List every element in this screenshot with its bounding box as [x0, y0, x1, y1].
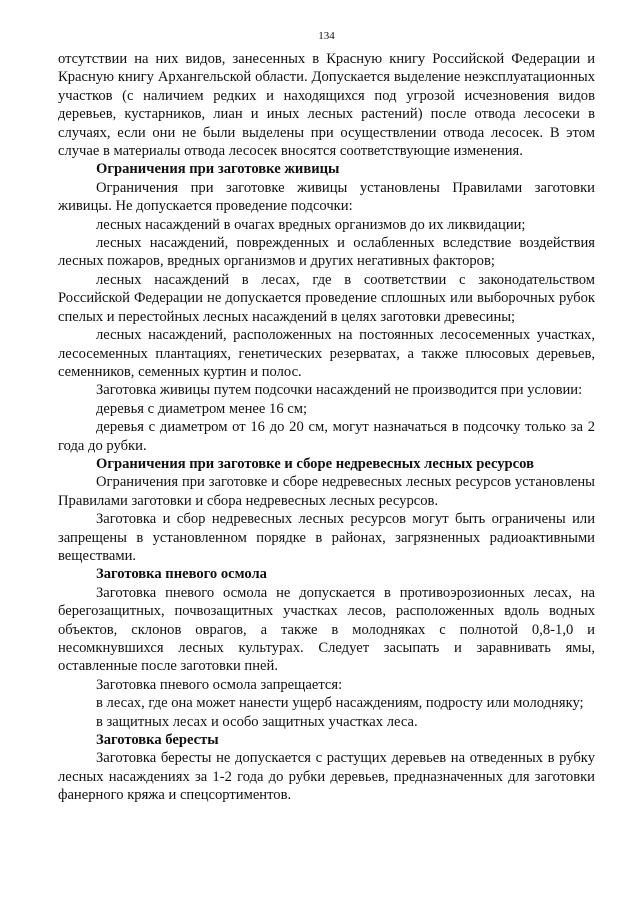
section-heading: Заготовка пневого осмола [96, 566, 267, 583]
page-number: 134 [318, 30, 335, 42]
list-item: в защитных лесах и особо защитных участках леса. [96, 713, 418, 730]
paragraph: Заготовка пневого осмола не допускается в противоэрозионных лесах, на берегозащитных, почвозащитных участках лесов, расположенных вдоль водных объектов, склонов оврагов, а также в молодняках с полнотой 0,8-1,0 и несомкнувшихся лесных культурах. Следует засыпать и заравнивать ямы, оставленные после заготовки пней. [58, 584, 595, 675]
paragraph: Заготовка и сбор недревесных лесных ресурсов могут быть ограничены или запрещены в установленном порядке в районах, загрязненных радиоактивными веществами. [58, 511, 595, 564]
document-body [58, 50, 595, 805]
list-item: деревья с диаметром менее 16 см; [96, 400, 308, 417]
paragraph: Ограничения при заготовке и сборе недревесных лесных ресурсов установлены Правилами заготовки и сбора недревесных лесных ресурсов. [58, 474, 595, 509]
section-heading: Заготовка бересты [96, 732, 219, 749]
paragraph: Заготовка пневого осмола запрещается: [96, 676, 343, 693]
list-item: в лесах, где она может нанести ущерб насаждениям, подросту или молодняку; [96, 695, 584, 712]
list-item: деревья с диаметром от 16 до 20 см, могут назначаться в подсочку только за 2 года до рубки. [58, 419, 595, 454]
section-heading: Ограничения при заготовке и сборе недревесных лесных ресурсов [96, 455, 534, 472]
list-item: лесных насаждений, расположенных на постоянных лесосеменных участках, лесосеменных плантациях, генетических резерватах, а также плюсовых деревьев, семенников, семенных куртин и полос. [58, 327, 595, 380]
list-item: лесных насаждений в лесах, где в соответствии с законодательством Российской Федерации не допускается проведение сплошных или выборочных рубок спелых и перестойных лесных насаждений в целях заготовки древесины; [58, 271, 595, 325]
paragraph: отсутствии на них видов, занесенных в Красную книгу Российской Федерации и Красную книгу Архангельской области. Допускается выделение неэксплуатационных участков (с наличием редких и находящихся под угрозой исчезновения видов деревьев, кустарников, лиан и иных лесных растений) после отвода лесосеки в случаях, если они не были выделены при осуществлении отвода лесосек. В этом случае в материалы отвода лесосек вносятся соответствующие изменения. [58, 51, 595, 160]
list-item: лесных насаждений в очагах вредных организмов до их ликвидации; [96, 216, 526, 233]
list-item: лесных насаждений, поврежденных и ослабленных вследствие воздействия лесных пожаров, вредных организмов и других негативных факторов; [58, 235, 595, 270]
paragraph: Ограничения при заготовке живицы установлены Правилами заготовки живицы. Не допускается проведение подсочки: [58, 179, 595, 215]
paragraph: Заготовка бересты не допускается с растущих деревьев на отведенных в рубку лесных насаждениях за 1-2 года до рубки деревьев, предназначенных для заготовки фанерного кряжа и спецсортиментов. [58, 750, 595, 804]
paragraph: Заготовка живицы путем подсочки насаждений не производится при условии: [96, 382, 583, 399]
section-heading: Ограничения при заготовке живицы [96, 161, 340, 178]
